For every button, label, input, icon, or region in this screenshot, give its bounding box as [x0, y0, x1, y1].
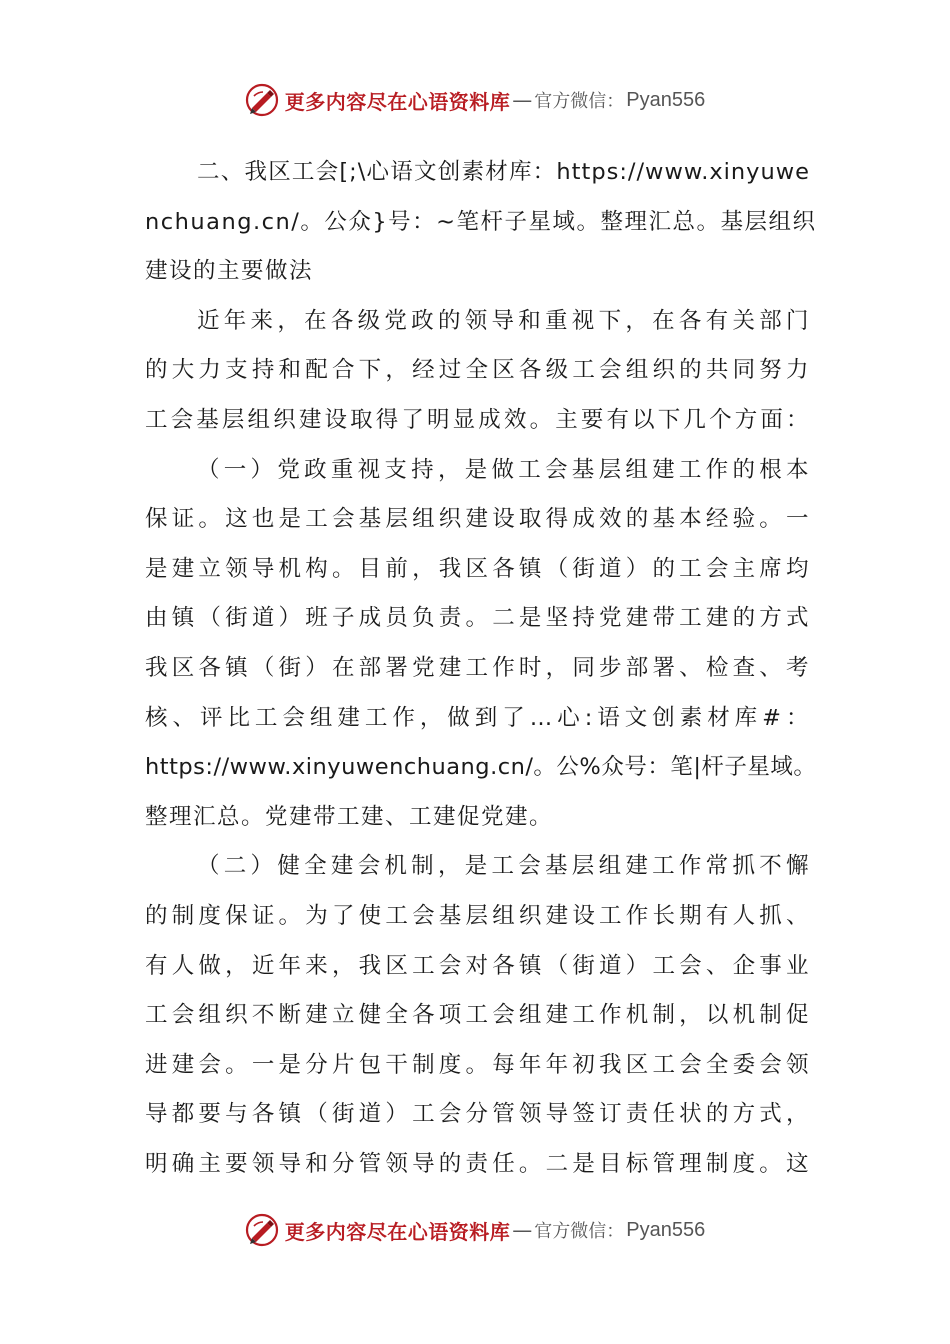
banner-dash: — — [512, 1218, 533, 1242]
text-line: 明确主要领导和分管领导的责任。二是目标管理制度。这 — [145, 1150, 810, 1177]
banner-wechat-account: Pyan556 — [626, 1218, 706, 1241]
text-line: 建设的主要做法 — [145, 258, 314, 285]
text-line: 我区各镇（街）在部署党建工作时，同步部署、检查、考 — [145, 654, 810, 681]
text-line: 进建会。一是分片包干制度。每年年初我区工会全委会领 — [145, 1051, 810, 1078]
footer-banner — [0, 1210, 950, 1250]
banner-wechat-label: 官方微信： — [534, 91, 625, 112]
text-line: 核、评比工会组建工作，做到了…心:语文创素材库#： — [145, 704, 810, 731]
text-line: （二）健全建会机制，是工会基层组建工作常抓不懈 — [197, 853, 810, 880]
text-line: 整理汇总。党建带工建、工建促党建。 — [145, 803, 554, 830]
pen-logo-icon — [245, 83, 279, 117]
text-line: 由镇（街道）班子成员负责。二是坚持党建带工建的方式 — [145, 605, 810, 632]
document-body — [145, 148, 817, 1189]
text-line: 工会基层组织建设取得了明显成效。主要有以下几个方面： — [145, 406, 810, 433]
text-line: 二、我区工会[;\心语文创素材库：https://www.xinyuwe — [197, 159, 810, 185]
text-line: 导都要与各镇（街道）工会分管领导签订责任状的方式， — [145, 1101, 810, 1128]
text-line: 是建立领导机构。目前，我区各镇（街道）的工会主席均 — [145, 555, 810, 582]
banner-wechat-account: Pyan556 — [626, 88, 706, 111]
text-line: 保证。这也是工会基层组织建设取得成效的基本经验。一 — [145, 506, 810, 533]
pen-logo-icon — [245, 1213, 279, 1247]
text-line: nchuang.cn/。公众}号：~笔杆子星域。整理汇总。基层组织 — [145, 208, 817, 235]
text-line: 工会组织不断建立健全各项工会组建工作机制，以机制促 — [145, 1002, 810, 1029]
text-line: https://www.xinyuwenchuang.cn/。公%众号：笔|杆子星域。 — [145, 754, 817, 781]
header-banner — [0, 80, 950, 120]
banner-brand-text: 更多内容尽在心语资料库 — [284, 89, 511, 114]
text-line: 的大力支持和配合下，经过全区各级工会组织的共同努力 — [145, 357, 810, 384]
banner-brand-text: 更多内容尽在心语资料库 — [284, 1219, 511, 1244]
text-line: 的制度保证。为了使工会基层组织建设工作长期有人抓、 — [145, 902, 810, 929]
text-line: 近年来，在各级党政的领导和重视下，在各有关部门 — [197, 307, 810, 334]
text-line: （一）党政重视支持，是做工会基层组建工作的根本 — [197, 456, 810, 483]
banner-dash: — — [512, 88, 533, 112]
text-line: 有人做，近年来，我区工会对各镇（街道）工会、企事业 — [145, 952, 810, 979]
banner-wechat-label: 官方微信： — [534, 1221, 625, 1242]
